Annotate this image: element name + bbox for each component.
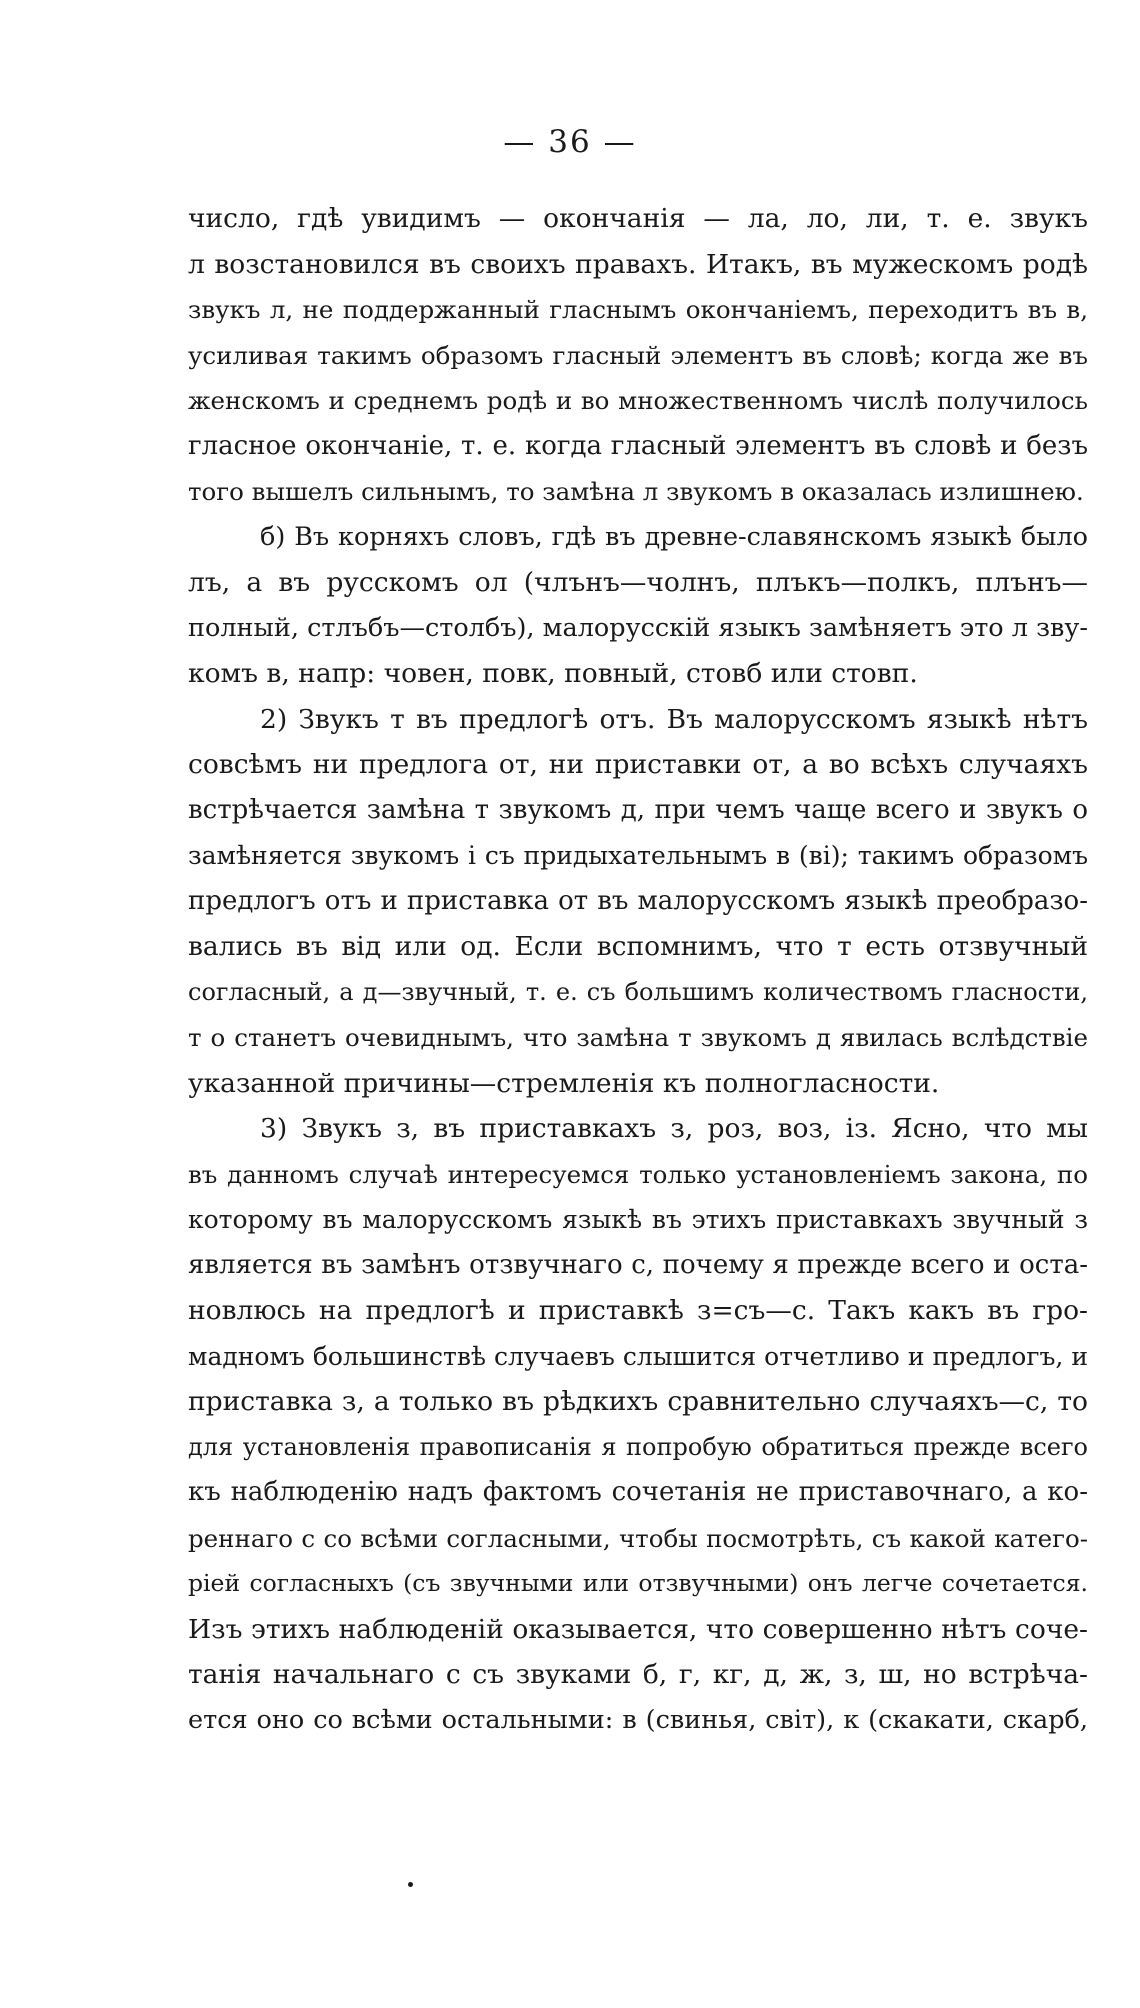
text-line: указанной причины—стремленія къ полногласности. [188,1067,940,1099]
text-line: полный, стлъбъ—столбъ), малорусскій языкъ замѣняетъ это л зву- [188,612,1088,643]
text-line: усиливая такимъ образомъ гласный элементъ въ словѣ; когда же въ [188,340,1088,370]
text-line: лъ, а въ русскомъ ол (члънъ—чолнъ, плъкъ—полкъ, плънъ— [188,567,1088,598]
text-line: которому въ малорусскомъ языкѣ въ этихъ приставкахъ звучный з [188,1205,1088,1234]
text-line: реннаго с со всѣми согласными, чтобы посмотрѣть, съ какой катего- [188,1523,1088,1553]
text-line: является въ замѣнъ отзвучнаго с, почему я прежде всего и оста- [188,1249,1088,1280]
text-line: для установленія правописанія я попробую обратиться прежде всего [188,1432,1088,1461]
text-line: гласное окончаніе, т. е. когда гласный элементъ въ словѣ и безъ [188,430,1088,461]
ink-dot [408,1882,413,1887]
text-line: мадномъ большинствѣ случаевъ слышится отчетливо и предлогъ, и [188,1341,1088,1371]
text-line: Изъ этихъ наблюденій оказывается, что совершенно нѣтъ соче- [188,1613,1088,1645]
text-line: 3) Звукъ з, въ приставкахъ з, роз, воз, із. Ясно, что мы [260,1113,1088,1144]
text-line: того вышелъ сильнымъ, то замѣна л звукомъ в оказалась излишнею. [188,477,1084,506]
text-line: женскомъ и среднемъ родѣ и во множественномъ числѣ получилось [188,386,1088,415]
text-line: ется оно со всѣми остальными: в (свинья, світ), к (скакати, скарб, [188,1704,1088,1735]
text-line: предлогъ отъ и приставка от въ малорусскомъ языкѣ преобразо- [188,885,1088,916]
text-line: приставка з, а только въ рѣдкихъ сравнительно случаяхъ—с, то [188,1386,1088,1417]
text-line: б) Въ корняхъ словъ, гдѣ въ древне-славянскомъ языкѣ было [260,521,1088,552]
text-line: совсѣмъ ни предлога от, ни приставки от, а во всѣхъ случаяхъ [188,749,1088,780]
text-line: вались въ від или од. Если вспомнимъ, что т есть отзвучный [188,931,1088,962]
text-line: къ наблюденію надъ фактомъ сочетанія не приставочнаго, а ко- [188,1477,1088,1507]
text-line: согласный, а д—звучный, т. е. съ большимъ количествомъ гласности, [188,977,1088,1006]
text-line: л возстановился въ своихъ правахъ. Итакъ, въ мужескомъ родѣ [188,248,1088,280]
text-line: число, гдѣ увидимъ — окончанія — ла, ло, ли, т. е. звукъ [188,203,1088,234]
text-line: въ данномъ случаѣ интересуемся только установленіемъ закона, по [188,1159,1088,1189]
text-line: звукъ л, не поддержанный гласнымъ окончаніемъ, переходитъ въ в, [188,295,1088,324]
body-text [188,196,1088,1743]
text-line: замѣняется звукомъ і съ придыхательнымъ в (ві); такимъ образомъ [188,841,1088,870]
text-line: встрѣчается замѣна т звукомъ д, при чемъ чаще всего и звукъ о [188,794,1088,825]
text-line: т о станетъ очевиднымъ, что замѣна т звукомъ д явилась вслѣдствіе [188,1023,1088,1052]
text-line: 2) Звукъ т въ предлогѣ отъ. Въ малорусскомъ языкѣ нѣтъ [260,703,1088,735]
text-line: новлюсь на предлогѣ и приставкѣ з=съ—с. Такъ какъ въ гро- [188,1295,1088,1326]
text-line: ріей согласныхъ (съ звучными или отзвучными) онъ легче сочетается. [188,1569,1088,1597]
text-line: танія начальнаго с съ звуками б, г, кг, д, ж, з, ш, но встрѣча- [188,1659,1088,1690]
page-number: — 36 — [503,124,637,160]
text-line: комъ в, напр: човен, повк, повный, стовб или стовп. [188,658,918,689]
